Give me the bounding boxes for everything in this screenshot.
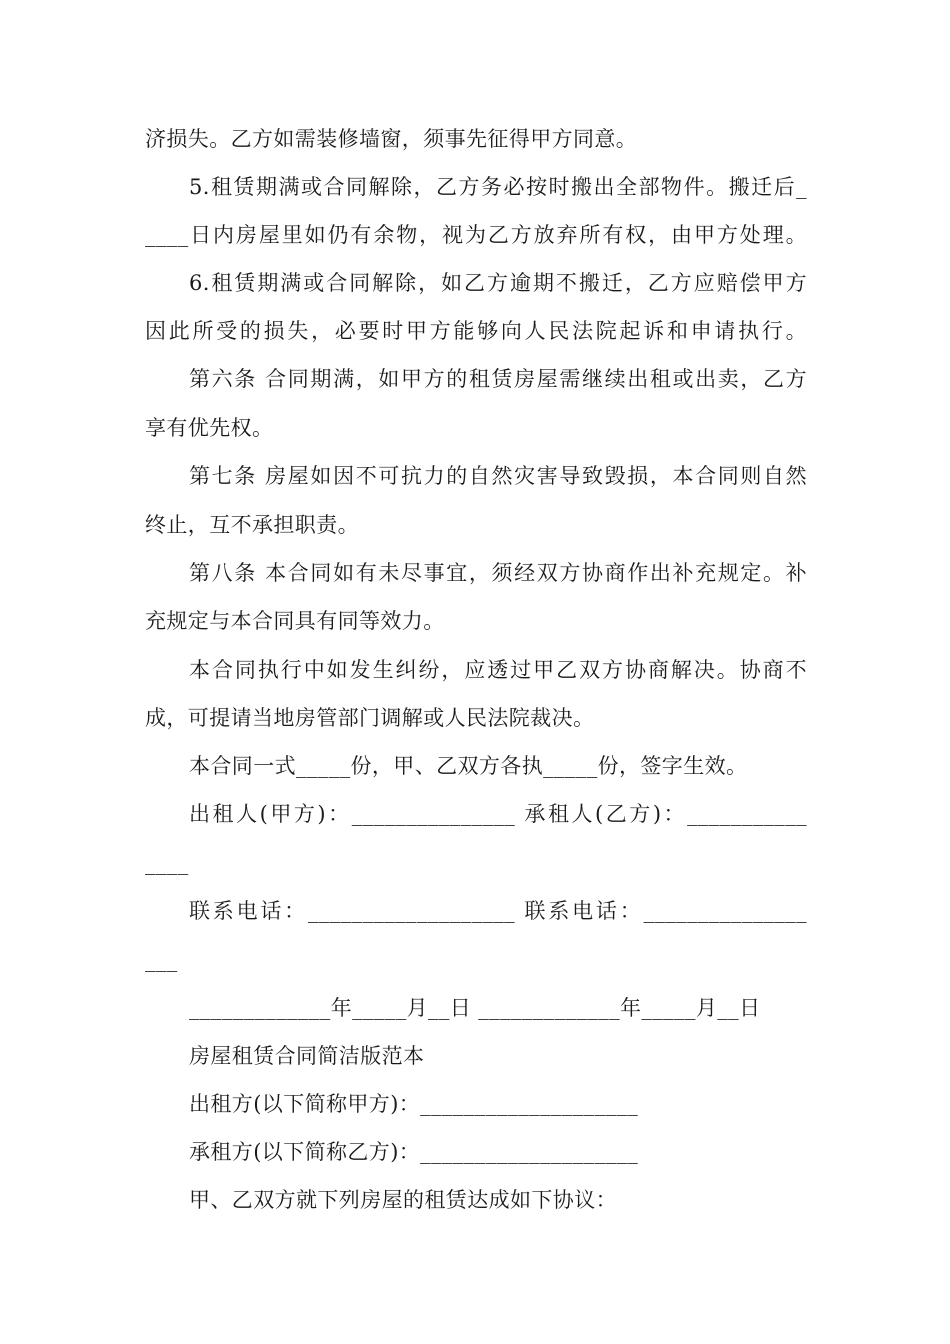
- paragraph-line: 5.租赁期满或合同解除，乙方务必按时搬出全部物件。搬迁后_: [189, 175, 807, 199]
- phone-line: 联系电话：___________________ 联系电话：_______________: [189, 899, 807, 923]
- paragraph-line: 因此所受的损失，必要时甲方能够向人民法院起诉和申请执行。: [145, 319, 807, 343]
- copies-line: 本合同一式_____份，甲、乙双方各执_____份，签字生效。: [189, 754, 748, 778]
- paragraph-line: 本合同执行中如发生纠纷，应透过甲乙双方协商解决。协商不: [189, 658, 807, 682]
- paragraph-line: 济损失。乙方如需装修墙窗，须事先征得甲方同意。: [145, 127, 638, 151]
- paragraph-line: 成，可提请当地房管部门调解或人民法院裁决。: [145, 706, 595, 730]
- lessee-field-line: 承租方(以下简称乙方)：____________________: [189, 1140, 639, 1164]
- signature-line-continued: ____: [145, 851, 189, 875]
- date-line: _____________年_____月__日 _____________年_____月__日: [189, 996, 761, 1020]
- paragraph-line: 充规定与本合同具有同等效力。: [145, 609, 445, 633]
- section-title: 房屋租赁合同简洁版范本: [189, 1044, 425, 1068]
- phone-line-continued: ___: [145, 948, 178, 972]
- article-eight-line: 第八条 本合同如有未尽事宜，须经双方协商作出补充规定。补: [189, 561, 807, 585]
- paragraph-line: 终止，互不承担职责。: [145, 513, 359, 537]
- signature-line: 出租人(甲方)：_______________ 承租人(乙方)：___________: [189, 802, 807, 826]
- paragraph-line: 6.租赁期满或合同解除，如乙方逾期不搬迁，乙方应赔偿甲方: [189, 271, 807, 295]
- article-six-line: 第六条 合同期满，如甲方的租赁房屋需继续出租或出卖，乙方: [189, 367, 807, 391]
- paragraph-line: 享有优先权。: [145, 416, 274, 440]
- paragraph-line: ____日内房屋里如仍有余物，视为乙方放弃所有权，由甲方处理。: [145, 223, 807, 247]
- article-seven-line: 第七条 房屋如因不可抗力的自然灾害导致毁损，本合同则自然: [189, 464, 807, 488]
- agreement-intro-line: 甲、乙双方就下列房屋的租赁达成如下协议：: [189, 1188, 617, 1212]
- lessor-field-line: 出租方(以下简称甲方)：____________________: [189, 1092, 639, 1116]
